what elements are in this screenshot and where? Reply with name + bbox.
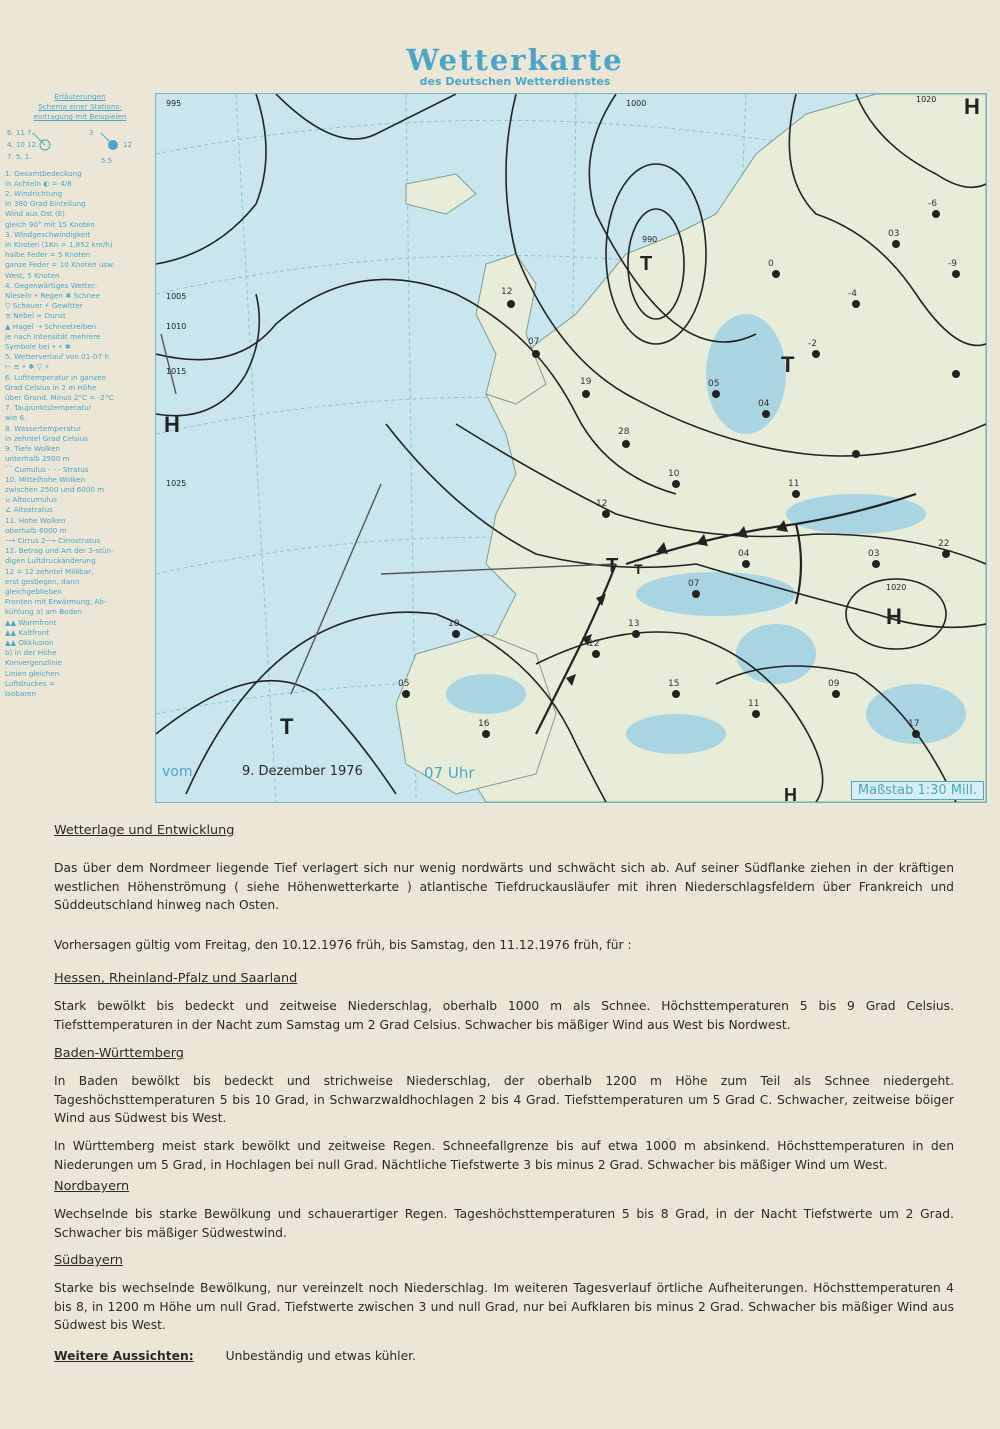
low-pressure-label: T bbox=[634, 561, 643, 577]
svg-text:07: 07 bbox=[688, 579, 700, 589]
map-date: 9. Dezember 1976 bbox=[242, 764, 363, 779]
region-suedbayern bbox=[54, 1252, 954, 1335]
legend-item: halbe Feder = 5 Knoten bbox=[5, 250, 91, 260]
legend-item: Linien gleichen bbox=[5, 668, 60, 678]
wetterlage-section bbox=[54, 822, 954, 915]
outlook-text: Unbeständig und etwas kühler. bbox=[225, 1349, 416, 1363]
map-legend bbox=[5, 92, 155, 699]
legend-item: ⌒ Cumulus - - - Stratus bbox=[5, 464, 89, 474]
svg-text:7. 5. 1.: 7. 5. 1. bbox=[7, 152, 32, 161]
weather-map-graphic bbox=[156, 94, 986, 802]
svg-text:12: 12 bbox=[501, 287, 513, 297]
region-nordbayern bbox=[54, 1178, 954, 1242]
svg-text:10: 10 bbox=[448, 619, 460, 629]
region-baden-wuerttemberg bbox=[54, 1045, 954, 1175]
map-date-prefix: vom bbox=[162, 764, 193, 780]
legend-item: ∠ Altostratus bbox=[5, 505, 53, 515]
legend-item: ganze Feder = 10 Knoten usw. bbox=[5, 260, 115, 270]
legend-item: 12. Betrag und Art der 3-stün- bbox=[5, 546, 114, 556]
svg-text:19: 19 bbox=[580, 377, 592, 387]
station-schema-diagram bbox=[5, 123, 155, 169]
legend-item: 6. Lufttemperatur in ganzen bbox=[5, 372, 107, 382]
svg-text:04: 04 bbox=[758, 399, 770, 409]
legend-item: gleich 90° mit 15 Knoten bbox=[5, 219, 95, 229]
svg-text:05: 05 bbox=[708, 379, 720, 389]
legend-item: ∪ Altocumulus bbox=[5, 495, 58, 505]
legend-item: in Achteln ◐ = 4/8 bbox=[5, 178, 72, 188]
wetterlage-paragraph: Das über dem Nordmeer liegende Tief verlagert sich nur wenig nordwärts und schwächt sich ab. Auf seiner Südflanke ziehen in der kräftigen westlichen Höhenströmung ( siehe Höhenwetterkarte ) atlantische Tiefdruckausläufer mit ihren Niederschlagsfeldern über Frankreich und Süddeutschland hinweg nach Osten. bbox=[54, 860, 954, 913]
legend-item: in Knoten (1Kn = 1,852 km/h) bbox=[5, 240, 113, 250]
legend-item: wie 6. bbox=[5, 413, 27, 423]
legend-item: oberhalb 6000 m bbox=[5, 525, 67, 535]
legend-item: kühlung a) am Boden bbox=[5, 607, 83, 617]
page-title: Wetterkarte bbox=[406, 43, 624, 77]
isobar-value: 1010 bbox=[166, 322, 187, 331]
legend-item: Symbole bei • • ✱ bbox=[5, 342, 71, 352]
svg-text:11: 11 bbox=[788, 479, 800, 489]
svg-text:03: 03 bbox=[868, 549, 880, 559]
svg-text:28: 28 bbox=[618, 427, 630, 437]
svg-text:04: 04 bbox=[738, 549, 750, 559]
legend-item: Isobaren bbox=[5, 688, 37, 698]
region-paragraph: In Württemberg meist stark bewölkt und zeitweise Regen. Schneefallgrenze bis auf etwa 1000 m absinkend. Höchsttemperaturen in den Niederungen um 5 Grad, in Hochlagen bei null Grad. Nächtliche Tiefstwerte 3 bis minus 2 Grad. Schwacher bis mäßiger Wind um West. bbox=[54, 1139, 954, 1172]
legend-item: 3. Windgeschwindigkeit bbox=[5, 229, 91, 239]
legend-items bbox=[5, 169, 155, 700]
svg-text:10: 10 bbox=[668, 469, 680, 479]
forecast-heading: Vorhersagen gültig vom Freitag, den 10.12.1976 früh, bis Samstag, den 11.12.1976 früh, für : bbox=[54, 938, 632, 952]
legend-item: 12 = 12 zehntel Millibar, bbox=[5, 566, 94, 576]
legend-item: ▲ Hagel ⇢ Schneetreiben bbox=[5, 321, 97, 331]
legend-item: ≡ Nebel ∞ Dunst bbox=[5, 311, 66, 321]
svg-text:17: 17 bbox=[908, 719, 920, 729]
page-subtitle: des Deutschen Wetterdienstes bbox=[419, 75, 611, 88]
map-time: 07 Uhr bbox=[424, 764, 475, 782]
svg-text:12: 12 bbox=[596, 499, 608, 509]
svg-text:13: 13 bbox=[628, 619, 640, 629]
isobar-value: 1000 bbox=[626, 99, 647, 108]
svg-text:09: 09 bbox=[828, 679, 840, 689]
map-title-block bbox=[380, 44, 650, 88]
region-heading: Hessen, Rheinland-Pfalz und Saarland bbox=[54, 971, 298, 986]
wetterlage-heading: Wetterlage und Entwicklung bbox=[54, 823, 235, 838]
region-paragraph: In Baden bewölkt bis bedeckt und strichweise Niederschlag, der oberhalb 1200 m Höhe zum Teil als Schnee niedergeht. Tageshöchsttemperaturen 5 bis 10 Grad, in Schwarzwaldhochlagen 2 bis 4 Grad. Tiefsttemperaturen um 5 Grad C. Schwacher, zeitweise böiger Wind aus Südwest bis West. bbox=[54, 1073, 954, 1126]
low-pressure-label: T bbox=[606, 555, 619, 577]
svg-text:0: 0 bbox=[768, 259, 774, 269]
legend-item: digen Luftdruckänderung bbox=[5, 556, 96, 566]
legend-item: 1. Gesamtbedeckung bbox=[5, 168, 82, 178]
svg-text:-4: -4 bbox=[848, 289, 857, 299]
legend-item: ▲▲ Kaltfront bbox=[5, 627, 50, 637]
isobar-value: 995 bbox=[166, 99, 182, 108]
low-pressure-label: T bbox=[280, 714, 294, 739]
svg-text:12: 12 bbox=[123, 140, 132, 149]
legend-item: ▲▲ Okklusion bbox=[5, 637, 54, 647]
svg-text:15: 15 bbox=[668, 679, 680, 689]
svg-text:11: 11 bbox=[748, 699, 760, 709]
isobar-value: 1015 bbox=[166, 367, 187, 376]
legend-item: ▲▲ Warmfront bbox=[5, 617, 57, 627]
svg-text:-2: -2 bbox=[808, 339, 817, 349]
legend-item: 2. Windrichtung bbox=[5, 189, 63, 199]
legend-schema-2: eintragung mit Beispielen bbox=[33, 112, 127, 122]
uk-land bbox=[476, 254, 546, 404]
legend-item: Wind aus Ost (E) bbox=[5, 209, 65, 219]
station-model-icon bbox=[5, 123, 155, 169]
outlook-label: Weitere Aussichten: bbox=[54, 1349, 194, 1363]
map-scale: Maßstab 1:30 Mill. bbox=[851, 781, 984, 800]
legend-item: Konvergenzlinie bbox=[5, 658, 63, 668]
legend-item: über Grund. Minus 2°C = -2°C bbox=[5, 393, 114, 403]
svg-text:-9: -9 bbox=[948, 259, 957, 269]
svg-text:3: 3 bbox=[89, 128, 94, 137]
legend-item: b) in der Höhe bbox=[5, 648, 57, 658]
legend-item: zwischen 2500 und 6000 m bbox=[5, 484, 105, 494]
iceland-land bbox=[406, 174, 476, 214]
region-heading: Südbayern bbox=[54, 1253, 123, 1268]
svg-text:16: 16 bbox=[478, 719, 490, 729]
legend-item: in zehntel Grad Celsius bbox=[5, 433, 88, 443]
svg-text:6. 11 7.: 6. 11 7. bbox=[7, 128, 34, 137]
legend-item: 10. Mittelhohe Wolken bbox=[5, 474, 86, 484]
isobar-value: 1020 bbox=[886, 583, 907, 592]
legend-item: 9. Tiefe Wolken bbox=[5, 444, 60, 454]
high-pressure-label: H bbox=[784, 785, 797, 802]
svg-text:4. 10 12.: 4. 10 12. bbox=[7, 140, 39, 149]
svg-text:22: 22 bbox=[938, 539, 950, 549]
region-paragraph: Stark bewölkt bis bedeckt und zeitweise Niederschlag, oberhalb 1000 m als Schnee. Höchsttemperaturen 5 bis 9 Grad Celsius. Tiefsttemperaturen in der Nacht zum Samstag um 2 Grad Celsius. Schwacher bis mäßiger Wind aus West bis Nordwest. bbox=[54, 998, 954, 1032]
isobar-value: 990 bbox=[642, 235, 658, 244]
legend-item: 4. Gegenwärtiges Wetter: bbox=[5, 280, 98, 290]
isobar-value: 1005 bbox=[166, 292, 187, 301]
isobar-value: 1020 bbox=[916, 95, 937, 104]
svg-text:05: 05 bbox=[398, 679, 410, 689]
region-heading: Baden-Württemberg bbox=[54, 1046, 184, 1061]
legend-item: Nieseln • Regen ✱ Schnee bbox=[5, 291, 101, 301]
legend-item: 5. Wetterverlauf von 01-07 h bbox=[5, 352, 109, 362]
region-hessen bbox=[54, 970, 954, 1034]
legend-item: ▽ Schauer ⚡ Gewitter bbox=[5, 301, 83, 311]
legend-item: ⟶ Cirrus 2⟶ Cirrostratus bbox=[5, 535, 101, 545]
svg-text:-6: -6 bbox=[928, 199, 937, 209]
svg-text:03: 03 bbox=[888, 229, 900, 239]
region-heading: Nordbayern bbox=[54, 1179, 130, 1194]
legend-item: 7. Taupunktstemperatur bbox=[5, 403, 92, 413]
svg-text:5.5: 5.5 bbox=[101, 156, 113, 165]
legend-schema: Schema einer Stations- bbox=[38, 102, 122, 112]
legend-item: ⊢ ≡ • ✱ ▽ ⚡ bbox=[5, 362, 50, 372]
high-pressure-label: H bbox=[886, 604, 902, 629]
isobar-value: 1025 bbox=[166, 479, 187, 488]
legend-item: 8. Wassertemperatur bbox=[5, 423, 81, 433]
legend-item: je nach Intensität mehrere bbox=[5, 331, 101, 341]
legend-item: erst gestiegen, dann bbox=[5, 576, 80, 586]
legend-item: Luftdruckes = bbox=[5, 678, 56, 688]
low-pressure-label: T bbox=[640, 253, 653, 275]
outlook-row bbox=[54, 1347, 954, 1366]
svg-text:07: 07 bbox=[528, 337, 540, 347]
region-paragraph: Starke bis wechselnde Bewölkung, nur vereinzelt noch Niederschlag. Im weiteren Tagesverlauf örtliche Aufheiterungen. Höchsttemperaturen 4 bis 8, in 1200 m Höhe um null Grad. Tiefstwerte zwischen 3 und null Grad, nur bei Aufklaren bis minus 2 Grad. Schwacher bis mäßiger Wind aus Südwest bis West. bbox=[54, 1280, 954, 1333]
legend-title: Erläuterungen bbox=[54, 92, 106, 101]
region-paragraph: Wechselnde bis starke Bewölkung und schauerartiger Regen. Tageshöchsttemperaturen 5 bis 8 Grad, in der Nacht Tiefstwerte um 2 Grad. Schwacher bis mäßiger Südwestwind. bbox=[54, 1206, 954, 1240]
legend-item: gleichgeblieben bbox=[5, 586, 62, 596]
legend-item: Grad Celsius in 2 m Höhe bbox=[5, 382, 97, 392]
legend-item: unterhalb 2500 m bbox=[5, 454, 70, 464]
high-pressure-label: H bbox=[964, 94, 980, 119]
legend-item: West, 5 Knoten bbox=[5, 270, 60, 280]
legend-item: in 360 Grad Einteilung bbox=[5, 199, 86, 209]
legend-item: Fronten mit Erwärmung, Ab- bbox=[5, 597, 107, 607]
weather-map bbox=[155, 93, 987, 803]
legend-item: 11. Hohe Wolken bbox=[5, 515, 66, 525]
svg-text:12: 12 bbox=[588, 639, 600, 649]
high-pressure-label: H bbox=[164, 412, 180, 437]
low-pressure-label: T bbox=[781, 352, 795, 377]
